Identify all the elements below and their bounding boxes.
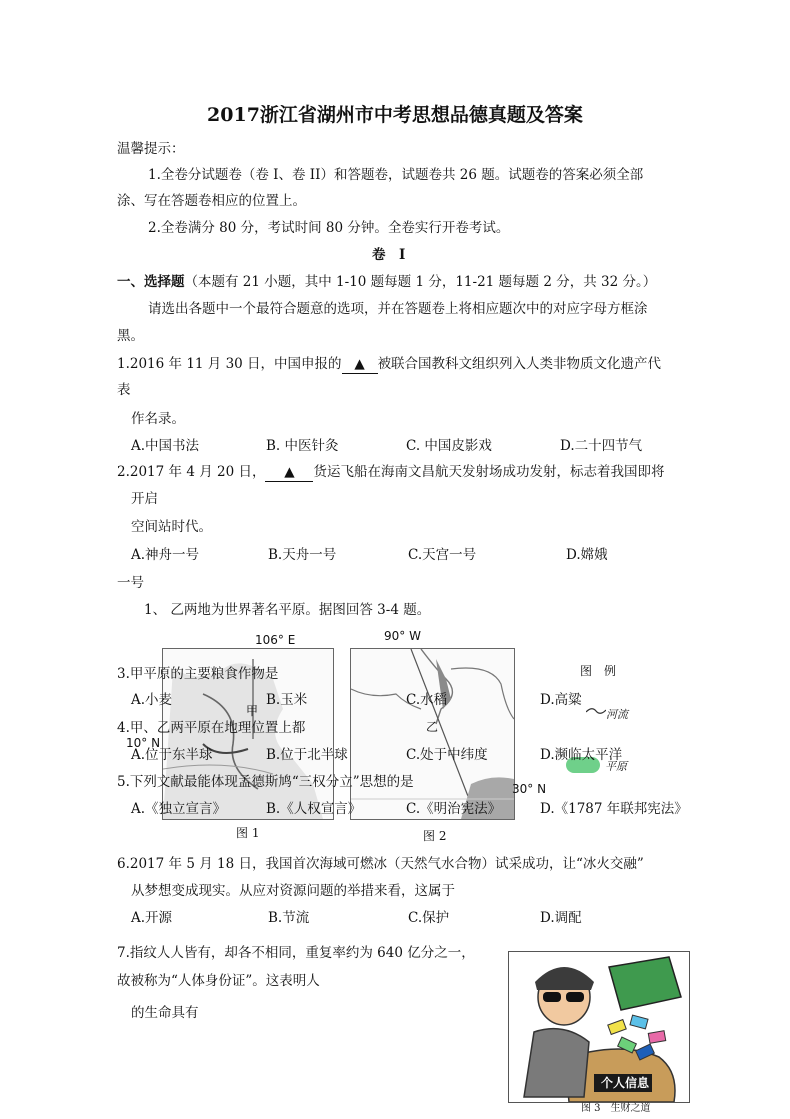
q4-option-d: D.濒临太平洋 xyxy=(540,747,623,763)
tip2: 2.全卷满分 80 分，考试时间 80 分钟。全卷实行开卷考试。 xyxy=(148,220,510,236)
map-1-longitude: 106° E xyxy=(255,633,296,647)
q1-stem xyxy=(117,355,661,374)
q2-option-c: C.天宫一号 xyxy=(408,547,477,563)
section-rest: （本题有 21 小题，其中 1-10 题每题 1 分，11-21 题每题 2 分，共 32 分。） xyxy=(184,274,657,290)
q2-stem xyxy=(117,463,664,482)
legend-river-icon xyxy=(586,706,606,716)
q6-option-b: B.节流 xyxy=(268,910,310,926)
map-2-place: 乙 xyxy=(426,720,439,734)
q4-option-c: C.处于中纬度 xyxy=(406,747,488,763)
q6-option-d: D.调配 xyxy=(540,910,582,926)
map-2-longitude: 90° W xyxy=(384,629,421,643)
cartoon-figure-3 xyxy=(508,951,690,1103)
q4-option-b: B.位于北半球 xyxy=(266,747,348,763)
legend-river-label: 河流 xyxy=(606,708,628,721)
map-2-caption: 图 2 xyxy=(423,829,447,843)
page-title: 2017浙江省湖州市中考思想品德真题及答案 xyxy=(207,104,583,126)
q1-option-c: C. 中国皮影戏 xyxy=(406,438,492,454)
q7-line3: 的生命具有 xyxy=(131,1005,199,1021)
tip1-line2: 涂、写在答题卷相应的位置上。 xyxy=(117,193,306,209)
q6-option-c: C.保护 xyxy=(408,910,450,926)
q2-wrap1: 开启 xyxy=(131,491,158,507)
map-2-latitude: 30° N xyxy=(512,782,547,796)
q2-wrap3: 一号 xyxy=(117,575,144,591)
q2-pre: 2.2017 年 4 月 20 日， xyxy=(117,464,266,480)
q4-option-a: A.位于东半球 xyxy=(131,747,213,763)
q2-option-a: A.神舟一号 xyxy=(131,547,200,563)
q3-option-b: B.玉米 xyxy=(266,692,308,708)
q1-post: 被联合国教科文组织列入人类非物质文化遗产代 xyxy=(377,356,662,372)
maps-intro: 1、 乙两地为世界著名平原。据图回答 3-4 题。 xyxy=(144,602,431,618)
map-1-place: 甲 xyxy=(246,704,259,718)
section-heading xyxy=(117,273,656,291)
q4-stem: 4.甲、乙两平原在地理位置上都 xyxy=(117,720,306,736)
q6-option-a: A.开源 xyxy=(131,910,173,926)
instruction-line2: 黑。 xyxy=(117,328,144,344)
q2-blank: ▲ xyxy=(265,463,313,482)
q1-option-a: A.中国书法 xyxy=(131,438,200,454)
map-1-latitude: 10° N xyxy=(126,736,161,750)
q2-option-d: D.嫦娥 xyxy=(566,547,608,563)
q2-wrap2: 空间站时代。 xyxy=(131,519,212,535)
tip1-line1: 1.全卷分试题卷（卷 I、卷 II）和答题卷，试题卷共 26 题。试题卷的答案必须全部 xyxy=(148,167,644,183)
tip-label: 温馨提示： xyxy=(117,141,185,157)
q1-wrap1: 表 xyxy=(117,382,131,398)
q5-option-c: C.《明治宪法》 xyxy=(406,801,502,817)
q2-post: 货运飞船在海南文昌航天发射场成功发射，标志着我国即将 xyxy=(313,464,665,480)
q5-option-b: B.《人权宣言》 xyxy=(266,801,362,817)
q3-stem: 3.甲平原的主要粮食作物是 xyxy=(117,666,279,682)
legend-plain-label: 平原 xyxy=(605,760,627,773)
instruction-line1: 请选出各题中一个最符合题意的选项，并在答题卷上将相应题次中的对应字母方框涂 xyxy=(148,301,648,317)
q3-option-d: D.高粱 xyxy=(540,692,582,708)
q6-line1: 6.2017 年 5 月 18 日，我国首次海域可燃冰（天然气水合物）试采成功，让“冰火交融” xyxy=(117,856,644,872)
q5-option-d: D.《1787 年联邦宪法》 xyxy=(540,801,688,817)
q1-pre: 1.2016 年 11 月 30 日，中国申报的 xyxy=(117,356,342,372)
q1-wrap2: 作名录。 xyxy=(131,411,185,427)
q1-option-d: D.二十四节气 xyxy=(560,438,643,454)
cartoon-drawing xyxy=(509,952,689,1102)
q7-line1: 7.指纹人人皆有，却各不相同，重复率约为 640 亿分之一， xyxy=(117,945,475,961)
q2-option-b: B.天舟一号 xyxy=(268,547,337,563)
q7-line2: 故被称为“人体身份证”。这表明人 xyxy=(117,973,320,989)
q5-stem: 5.下列文献最能体现孟德斯鸠“三权分立”思想的是 xyxy=(117,774,414,790)
map-1-caption: 图 1 xyxy=(236,826,260,840)
cartoon-caption: 图 3 生财之道 xyxy=(581,1103,651,1114)
q3-option-a: A.小麦 xyxy=(131,692,173,708)
q6-line2: 从梦想变成现实。从应对资源问题的举措来看，这属于 xyxy=(131,883,455,899)
volume-heading: 卷 I xyxy=(372,247,406,263)
cartoon-bag-label: 个人信息 xyxy=(601,1076,650,1090)
q1-option-b: B. 中医针灸 xyxy=(266,438,339,454)
section-head: 一、选择题 xyxy=(117,274,185,290)
q3-option-c: C.水稻 xyxy=(406,692,448,708)
q5-option-a: A.《独立宣言》 xyxy=(131,801,227,817)
q1-blank: ▲ xyxy=(342,355,378,374)
legend-title: 图 例 xyxy=(580,664,617,678)
